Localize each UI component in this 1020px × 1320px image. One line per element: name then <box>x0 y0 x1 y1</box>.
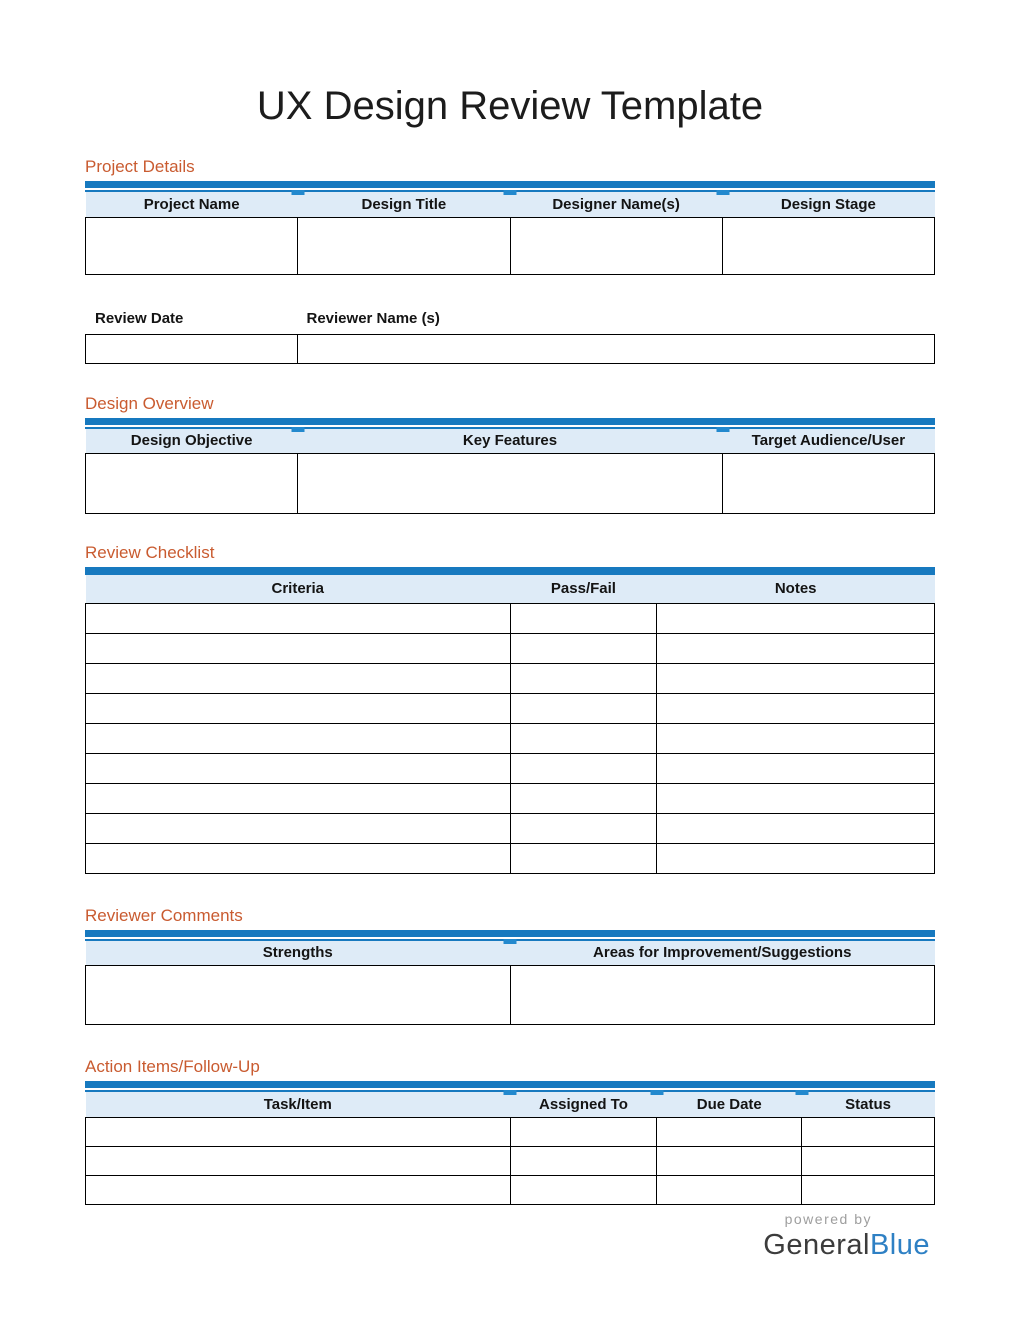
review-date-cell[interactable] <box>86 334 298 363</box>
review-date-label: Review Date <box>95 309 184 327</box>
notes-cell[interactable] <box>657 723 935 753</box>
action-items-table <box>85 1092 935 1205</box>
accent-thin-line <box>85 190 935 192</box>
assigned-to-cell[interactable] <box>510 1175 657 1204</box>
notes-cell[interactable] <box>657 603 935 633</box>
task-item-cell[interactable] <box>86 1117 511 1146</box>
passfail-cell[interactable] <box>510 753 657 783</box>
accent-thin-line <box>85 939 935 941</box>
notes-cell[interactable] <box>657 813 935 843</box>
target-audience-header: Target Audience/User <box>722 429 934 454</box>
design-title-cell[interactable] <box>298 217 510 274</box>
passfail-cell[interactable] <box>510 633 657 663</box>
header-row <box>86 192 935 217</box>
notes-cell[interactable] <box>657 783 935 813</box>
accent-bar <box>85 418 935 425</box>
table-top-accent <box>85 181 935 192</box>
passfail-cell[interactable] <box>510 603 657 633</box>
criteria-cell[interactable] <box>86 693 511 723</box>
review-checklist-table <box>85 575 935 874</box>
passfail-header: Pass/Fail <box>510 575 657 603</box>
criteria-cell[interactable] <box>86 843 511 873</box>
criteria-header: Criteria <box>86 575 511 603</box>
passfail-cell[interactable] <box>510 813 657 843</box>
section-review-info <box>85 309 935 364</box>
project-details-label: Project Details <box>85 157 195 176</box>
project-details-table <box>85 192 935 275</box>
column-tick <box>291 190 304 195</box>
assigned-to-cell[interactable] <box>510 1117 657 1146</box>
strengths-header: Strengths <box>86 941 511 966</box>
notes-cell[interactable] <box>657 693 935 723</box>
reviewer-name-cell[interactable] <box>298 334 935 363</box>
accent-bar <box>85 567 935 575</box>
header-row <box>86 1092 935 1117</box>
footer-brand <box>85 1210 935 1262</box>
passfail-cell[interactable] <box>510 783 657 813</box>
passfail-cell[interactable] <box>510 663 657 693</box>
table-row <box>86 334 935 363</box>
improvements-header: Areas for Improvement/Suggestions <box>510 941 935 966</box>
notes-cell[interactable] <box>657 663 935 693</box>
checklist-row <box>86 633 935 663</box>
action-item-row <box>86 1146 935 1175</box>
checklist-row <box>86 603 935 633</box>
design-overview-label: Design Overview <box>85 393 214 413</box>
criteria-cell[interactable] <box>86 663 511 693</box>
criteria-cell[interactable] <box>86 813 511 843</box>
generalblue-logo <box>85 1228 930 1262</box>
accent-bar <box>85 1081 935 1088</box>
column-tick <box>716 190 729 195</box>
table-top-accent <box>85 930 935 941</box>
status-cell[interactable] <box>802 1175 935 1204</box>
checklist-row <box>86 783 935 813</box>
checklist-row <box>86 663 935 693</box>
column-tick <box>795 1090 808 1095</box>
improvements-cell[interactable] <box>510 966 935 1025</box>
powered-by-text: powered by <box>784 1210 872 1227</box>
table-row <box>86 966 935 1025</box>
checklist-row <box>86 693 935 723</box>
design-stage-header: Design Stage <box>722 192 934 217</box>
criteria-cell[interactable] <box>86 603 511 633</box>
table-top-accent <box>85 567 935 575</box>
section-design-overview <box>85 393 935 515</box>
status-header: Status <box>802 1092 935 1117</box>
criteria-cell[interactable] <box>86 633 511 663</box>
task-item-header: Task/Item <box>86 1092 511 1117</box>
section-action-items <box>85 1056 935 1205</box>
reviewer-comments-table <box>85 941 935 1026</box>
header-row <box>86 941 935 966</box>
status-cell[interactable] <box>802 1117 935 1146</box>
criteria-cell[interactable] <box>86 723 511 753</box>
header-row <box>86 575 935 603</box>
checklist-row <box>86 723 935 753</box>
project-name-cell[interactable] <box>86 217 298 274</box>
status-cell[interactable] <box>802 1146 935 1175</box>
checklist-row <box>86 813 935 843</box>
review-info-table <box>85 334 935 364</box>
accent-thin-line <box>85 427 935 429</box>
due-date-cell[interactable] <box>657 1146 802 1175</box>
due-date-header: Due Date <box>657 1092 802 1117</box>
reviewer-comments-label: Reviewer Comments <box>85 905 243 925</box>
checklist-row <box>86 753 935 783</box>
column-tick <box>504 190 517 195</box>
assigned-to-header: Assigned To <box>510 1092 657 1117</box>
checklist-row <box>86 843 935 873</box>
key-features-cell[interactable] <box>298 454 723 514</box>
column-tick <box>504 1090 517 1095</box>
column-tick <box>651 1090 664 1095</box>
reviewer-name-label: Reviewer Name (s) <box>306 309 440 327</box>
logo-general-text: General <box>763 1228 870 1261</box>
assigned-to-cell[interactable] <box>510 1146 657 1175</box>
accent-bar <box>85 181 935 188</box>
task-item-cell[interactable] <box>86 1146 511 1175</box>
criteria-cell[interactable] <box>86 753 511 783</box>
design-objective-cell[interactable] <box>86 454 298 514</box>
action-item-row <box>86 1117 935 1146</box>
design-stage-cell[interactable] <box>722 217 934 274</box>
page-title: UX Design Review Template <box>256 84 764 128</box>
passfail-cell[interactable] <box>510 693 657 723</box>
logo-blue-text: Blue <box>869 1228 930 1261</box>
passfail-cell[interactable] <box>510 843 657 873</box>
design-title-header: Design Title <box>298 192 510 217</box>
column-tick <box>716 427 729 432</box>
criteria-cell[interactable] <box>86 783 511 813</box>
accent-bar <box>85 930 935 937</box>
design-overview-table <box>85 429 935 515</box>
notes-header: Notes <box>657 575 935 603</box>
designer-names-header: Designer Name(s) <box>510 192 722 217</box>
design-objective-header: Design Objective <box>86 429 298 454</box>
column-tick <box>291 427 304 432</box>
notes-cell[interactable] <box>657 633 935 663</box>
section-review-checklist <box>85 542 935 874</box>
table-top-accent <box>85 1081 935 1092</box>
project-name-header: Project Name <box>86 192 298 217</box>
accent-thin-line <box>85 1090 935 1092</box>
due-date-cell[interactable] <box>657 1117 802 1146</box>
action-items-label: Action Items/Follow-Up <box>85 1057 260 1076</box>
target-audience-cell[interactable] <box>722 454 934 514</box>
due-date-cell[interactable] <box>657 1175 802 1204</box>
review-checklist-label: Review Checklist <box>85 543 215 562</box>
table-row <box>86 454 935 514</box>
action-item-row <box>86 1175 935 1204</box>
notes-cell[interactable] <box>657 843 935 873</box>
designer-names-cell[interactable] <box>510 217 722 274</box>
section-reviewer-comments <box>85 905 935 1026</box>
table-row <box>86 217 935 274</box>
header-row <box>86 429 935 454</box>
task-item-cell[interactable] <box>86 1175 511 1204</box>
notes-cell[interactable] <box>657 753 935 783</box>
table-top-accent <box>85 418 935 429</box>
column-tick <box>504 939 517 944</box>
strengths-cell[interactable] <box>86 966 511 1025</box>
passfail-cell[interactable] <box>510 723 657 753</box>
section-project-details <box>85 156 935 275</box>
key-features-header: Key Features <box>298 429 723 454</box>
